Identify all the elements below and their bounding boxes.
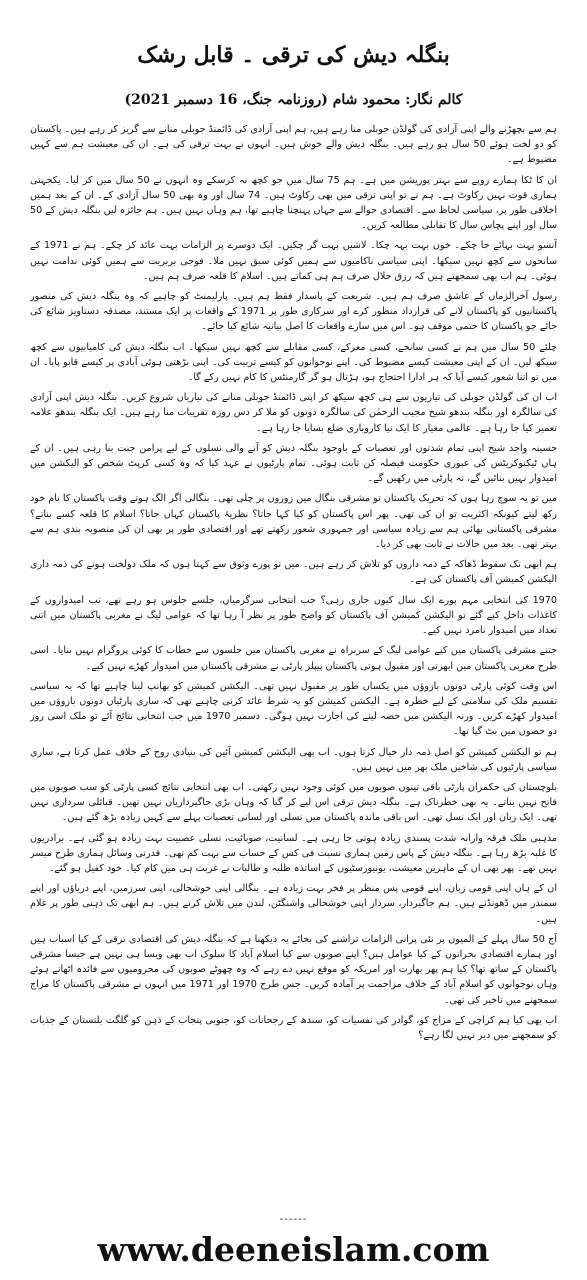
article-paragraph: اس وقت کوئی پارٹی دونوں بازوؤں میں یکساں طور پر مقبول نہیں تھی۔ الیکشن کمیشن کو بھانپ لینا چاہیے تھا کہ یہ سیاسی تقسیم ملک کی سلامتی کے لیے خطرہ ہے۔ الیکشن کمیشن کو یہ شرط عائد کرنی چاہیے تھی کہ ساری پارٹیاں دونوں بازوؤں میں امیدوار کھڑے کریں۔ ورنہ الیکشن میں حصہ لینے کی اجازت نہیں ہوگی۔ دسمبر 1970 میں جب انتخابی نتائج آئے تو ملک اسی روز دو حصوں میں بٹ گیا تھا۔ xyxy=(30,680,557,738)
article-paragraph: بلوچستان کی حکمران پارٹی باقی تینوں صوبوں میں کوئی وجود نہیں رکھتی۔ اب بھی انتخابی نتائج کسی پارٹی کو سب صوبوں میں فاتح نہیں بناتے۔ یہ بھی خطرناک ہے۔ بنگلہ دیش ترقی اس لیے کر گیا کہ وہاں بڑی جاگیرداریاں نہیں تھیں۔ قبائلی سرداری نہیں تھی۔ ایک زبان اور ایک نسل تھی۔ اس باقی ماندہ پاکستان میں نسلی اور لسانی تعصبات پہلے سے کہیں زیادہ بڑھ گئے ہیں۔ xyxy=(30,781,557,824)
article-paragraph: اب ان کی گولڈن جوبلی کی تیاریوں سے ہی کچھ سیکھ کر اپنی ڈائمنڈ جوبلی منانے کی تیاریاں شروع کریں۔ بنگلہ دیش اپنی آزادی کی سالگرہ اور بنگلہ بندھو شیخ مجیب الرحمٰن کی سالگرہ دونوں کو ملا کر دس روزہ تقریبات منا رہے ہیں۔ ایک بنگلہ بندھو علامہ تعمیر کیا جا رہا ہے۔ عالمی معیار کا ایک نیا کاروباری ضلع بسایا جا رہا ہے۔ xyxy=(30,392,557,434)
article-paragraph: مذہبی ملک فرقہ وارانہ شدت پسندی زیادہ ہوتی جا رہی ہے۔ لسانیت، صوبائیت، نسلی عصبیت بہت زیادہ ہو گئی ہے۔ برادریوں کا غلبہ بڑھ رہا ہے۔ بنگلہ دیش کے پاس زمین ہماری نسبت فی کس کے حساب سے بہت کم تھی۔ قدرتی وسائل ہماری طرح میسر نہیں تھے۔ پھر بھی ان کے ماہرین معیشت، یونیورسٹیوں کے اساتذہ طلبہ و طالبات نے غربت ہی میں کام کیا۔ خود کفیل ہو گئے۔ xyxy=(30,832,557,874)
article-paragraph: ہم ابھی تک سقوط ڈھاکہ کے ذمہ داروں کو تلاش کر رہے ہیں۔ میں تو پورے وثوق سے کہتا ہوں کہ ملک دولخت ہونے کی ذمہ داری الیکشن کمیشن آف پاکستان کی ہے۔ xyxy=(30,559,557,586)
website-url: www.deeneislam.com xyxy=(97,1230,490,1269)
article-paragraph: آنسو بہت بہائے جا چکے۔ خون بہت بہہ چکا۔ لاشیں بہت گر چکیں۔ ایک دوسرے پر الزامات بہت عائد کر چکے۔ ہم نے 1971 کے سانحوں سے کچھ نہیں سیکھا۔ اپنی سیاسی ناکامیوں سے ہمیں کوئی سبق نہیں ملا۔ فوجی بربریت سے ہمیں کوئی ندامت نہیں ہوئی۔ ہم اب بھی سمجھتے ہیں کہ رزق حلال صرف ہم ہی کماتے ہیں۔ اسلام کا قلعہ صرف ہم ہیں۔ xyxy=(30,240,557,282)
article-paragraph: ان کے ہاں اپنی قومی زبان، اپنے قومی پس منظر پر فخر بہت زیادہ ہے۔ بنگالی اپنی خوشحالی، اپنی سرزمین، اپنے دریاؤں اور اپنے سمندر میں ڈھونڈتے ہیں۔ ہم جاگیردار، سردار اپنی خوشحالی واشنگٹن، لندن میں تلاش کرتے ہیں۔ ہم ابھی تک ذہنی طور پر غلام ہیں۔ xyxy=(30,883,557,925)
article-paragraph: ان کا ٹکا ہمارے روپے سے بہتر پوزیشن میں ہے۔ ہم 75 سال میں جو کچھ نہ کرسکے وہ انہوں نے 50 سال میں کر لیا۔ یکجہتی ہماری قوت نہیں رکاوٹ ہے۔ ہم نے تو اپنی ترقی میں بھی رکاوٹ ہیں۔ 74 سال اور وہ بھی 50 سال آزادی کے۔ ان کے بعد ہمیں اخلاقی طور پر، سیاسی لحاظ سے۔ اقتصادی حوالے سے جہاں پہنچنا چاہیے تھا، ہم وہاں نہیں ہیں۔ ہم جائزہ لیں بنگلہ دیش کے 50 سال اور اپنے پچاس سال کا تقابلی مطالعہ کریں۔ xyxy=(30,174,557,232)
article-paragraph: 1970 کی انتخابی مہم پورے ایک سال کیوں جاری رہی؟ جب انتخابی سرگرمیاں، جلسے جلوس ہو رہے تھے، تب امیدواروں کے کاغذات داخل کیے گئے تو الیکشن کمیشن آف پاکستان کو واضح طور پر نظر آ رہا تھا کہ عوامی لیگ نے مغربی پاکستان میں اتنی تعداد میں امیدوار نامزد نہیں کیے۔ xyxy=(30,594,557,637)
article-paragraph: چلئے 50 سال میں ہم نے کسی سانحے، کسی معرکے، کسی مقابلے سے کچھ نہیں سیکھا۔ اب بنگلہ دیش کی کامیابیوں سے کچھ سیکھ لیں۔ ان کے اپنی معیشت کیسے مضبوط کی۔ اپنے نوجوانوں کو کیسے تربیت کی۔ اپنی بڑھتی ہوئی آبادی پر کیسے قابو پایا۔ ان میں تو اتنا شعور کیسے آیا کہ ہر ادارا احتجاج ہو، ہڑتال ہو گر گارمنٹس کا کام نہیں رکے گا۔ xyxy=(30,341,557,384)
footer-separator: ------ xyxy=(279,1214,308,1225)
article-paragraph: رسول آخرالزماں کے عاشق صرف ہم ہیں۔ شریعت کے پاسدار فقط ہم ہیں۔ پارلیمنٹ کو چاہیے کہ وہ بنگلہ دیش کی منصور پاکستانیوں کو پاکستان لانے کی قرارداد منظور کرے اور سرکاری طور پر 1971 کے واقعات پر ایک مستند، مصدقہ دستاویز شائع کی جائے جو پاکستان کا حتمی موقف ہو۔ اس میں سارے واقعات کا اصل بیانیہ شائع کیا جائے۔ xyxy=(30,291,557,333)
article-paragraph: اب بھی کیا ہم کراچی کے مزاج کو، گوادر کی نفسیات کو، سندھ کے رجحانات کو، جنوبی پنجاب کے ذہن کو گلگت بلتستان کے جذبات کو سمجھنے میں دیر نہیں لگا رہے؟ xyxy=(30,1014,557,1041)
article-byline: کالم نگار: محمود شام (روزنامہ جنگ، 16 دسمبر 2021) xyxy=(124,92,463,108)
article-title: بنگلہ دیش کی ترقی ۔ قابل رشک xyxy=(137,42,450,68)
article-paragraph: جتنے مشرقی پاکستان میں کیے عوامی لیگ کے سربراہ نے مغربی پاکستان میں جلسوں سے خطاب کا کوئی پروگرام نہیں بنایا۔ اسی طرح مغربی پاکستان میں ابھرتی اور مقبول ہوتی پاکستان پیپلز پارٹی نے مشرقی پاکستان میں امیدوار کھڑے نہیں کیے۔ xyxy=(30,645,557,672)
article-paragraph: ہم سے بچھڑنے والے اپنی آزادی کی گولڈن جوبلی منا رہے ہیں، ہم اپنی آزادی کی ڈائمنڈ جوبلی منانے سے گریز کر رہے ہیں۔ پاکستان کو دو لخت ہوئے 50 سال ہو رہے ہیں۔ بنگلہ دیش والے خوش ہیں۔ انہوں نے بہت ترقی کی ہے۔ ان کی معیشت ہم سے کہیں مضبوط ہے۔ xyxy=(30,124,557,166)
article-paragraph: ہم تو الیکشن کمیشن کو اصل ذمہ دار خیال کرتا ہوں۔ اب بھی الیکشن کمیشن آئین کی بنیادی روح کے خلاف عمل کرتا ہے، ساری سیاسی پارٹیوں کی شاخیں ملک بھر میں نہیں ہیں۔ xyxy=(30,746,557,773)
article-paragraph: حسینہ واجد شیخ اپنی تمام شدتوں اور تعصبات کے باوجود بنگلہ دیش کو آنے والی نسلوں کے لیے پرامن جنت بنا رہی ہیں۔ ان کے ہاں ٹیکنوکریٹس کی عبوری حکومت فیصلہ کن ثابت ہوئی۔ تمام پارٹیوں نے عہد کیا کہ وہ کسی کرپٹ شخص کو الیکشن میں امیدوار نہیں بنائیں گے، نہ پارٹی میں رکھیں گے۔ xyxy=(30,442,557,485)
article-body xyxy=(30,122,557,1190)
article-paragraph: آج 50 سال پہلے کے المیوں پر نئی پرانی الزامات تراشنے کی بجائے یہ دیکھنا ہے کہ بنگلہ دیش کی اقتصادی ترقی کے کیا اسباب ہیں اور ہمارے اقتصادی بحرانوں کے کیا عوامل ہیں؟ اپنے صوبوں سے کیا اسلام آباد کا سلوک اب بھی ویسا ہی نہیں ہے جیسا مشرقی پاکستان کے ساتھ تھا؟ کیا ہم پھر بھارت اور امریکہ کو موقع نہیں دے رہے کہ وہ چھوٹے صوبوں کی محرومیوں سے فائدہ اٹھاتے ہوئے وہاں نوجوانوں کو اسلام آباد کے خلاف مزاحمت پر آمادہ کریں۔ جس طرح 1970 اور 1971 میں انہوں نے مشرقی پاکستان کا مزاج سمجھنے میں تاخیر کی تھی۔ xyxy=(30,933,557,1006)
article-paragraph: میں تو یہ سوچ رہا ہوں کہ تحریک پاکستان تو مشرقی بنگال میں زوروں پر چلی تھی۔ بنگالی اگر الگ ہوتے وقت پاکستان کا نام خود رکھ لیتے کیونکہ اکثریت تو ان کی تھی۔ پھر اس پاکستان کو کیا کہا جاتا؟ نظریۂ پاکستان کہاں جاتا؟ اسلام کا قلعہ کسے بناتے؟ مشرقی پاکستانی بھائی ہم سے زیادہ سیاسی اور جمہوری شعور رکھتے تھے اور اقتصادی طور پر بھی ان کی منصوبہ بندی ہم سے بہتر تھی۔ بعد میں حالات نے ثابت بھی کر دیا۔ xyxy=(30,493,557,551)
